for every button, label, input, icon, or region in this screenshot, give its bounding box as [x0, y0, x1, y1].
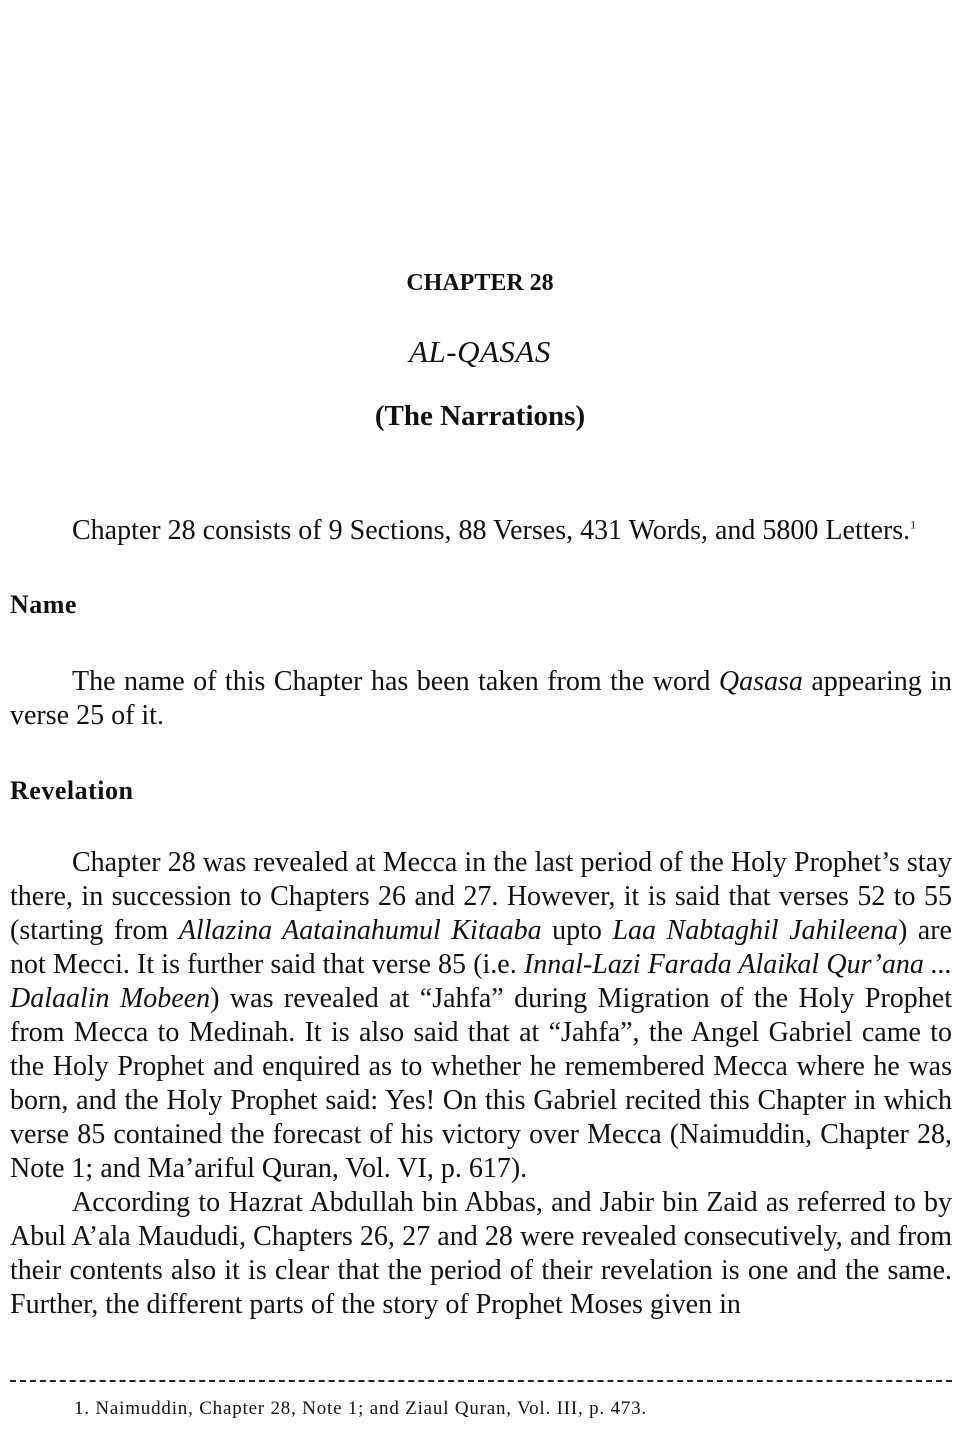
rev-italic-3: Innal-Lazi Farada Alaikal Qur’ana ... Dalaalin Mobeen	[10, 949, 952, 1014]
name-paragraph	[10, 665, 952, 733]
chapter-number: CHAPTER 28	[406, 270, 554, 296]
name-text-before: The name of this Chapter has been taken from the word	[72, 666, 719, 697]
rev-text-d: ) was revealed at “Jahfa” during Migration of the Holy Prophet from Mecca to Medinah. It is also said that at “Jahfa”, the Angel Gabriel came to the Holy Prophet and enquired as to whether he remembered Mecca where he was born, and the Holy Prophet said: Yes! On this Gabriel recited this Chapter in which verse 85 contained the forecast of his victory over Mecca (Naimuddin, Chapter 28, Note 1; and Ma’ariful Quran, Vol. VI, p. 617).	[10, 983, 952, 1184]
footnote-mark: 1	[910, 517, 917, 532]
footnote-divider	[10, 1380, 952, 1382]
rev-text-b: upto	[541, 915, 613, 946]
rev-italic-1: Allazina Aatainahumul Kitaaba	[178, 915, 542, 946]
chapter-title: AL-QASAS	[409, 334, 551, 369]
rev-text-a: Chapter 28 was revealed at Mecca in the last period of the Holy Prophet’s stay there, in succession to Chapters 26 and 27. However, it is said that verses 52 to 55 (starting from	[10, 847, 952, 946]
name-italic-word: Qasasa	[718, 666, 803, 697]
chapter-subtitle: (The Narrations)	[374, 400, 586, 432]
revelation-paragraph-2: According to Hazrat Abdullah bin Abbas, and Jabir bin Zaid as referred to by Abul A’ala Maududi, Chapters 26, 27 and 28 were revealed consecutively, and from their contents also it is clear that the period of their revelation is one and the same. Further, the different parts of the story of Prophet Moses given in	[10, 1187, 952, 1320]
footnote-text: 1. Naimuddin, Chapter 28, Note 1; and Ziaul Quran, Vol. III, p. 473.	[74, 1398, 647, 1419]
rev-text-c: ) are not Mecci. It is further said that verse 85 (i.e.	[10, 915, 952, 980]
summary-text: Chapter 28 consists of 9 Sections, 88 Verses, 431 Words, and 5800 Letters.	[72, 515, 911, 546]
chapter-summary	[10, 514, 952, 548]
revelation-body	[10, 846, 952, 1322]
rev-italic-2: Laa Nabtaghil Jahileena	[612, 915, 898, 946]
section-heading-revelation: Revelation	[10, 776, 134, 805]
section-heading-name: Name	[10, 590, 77, 619]
revelation-paragraph-1	[10, 846, 952, 1186]
name-text-after: appearing in verse 25 of it.	[10, 666, 953, 731]
